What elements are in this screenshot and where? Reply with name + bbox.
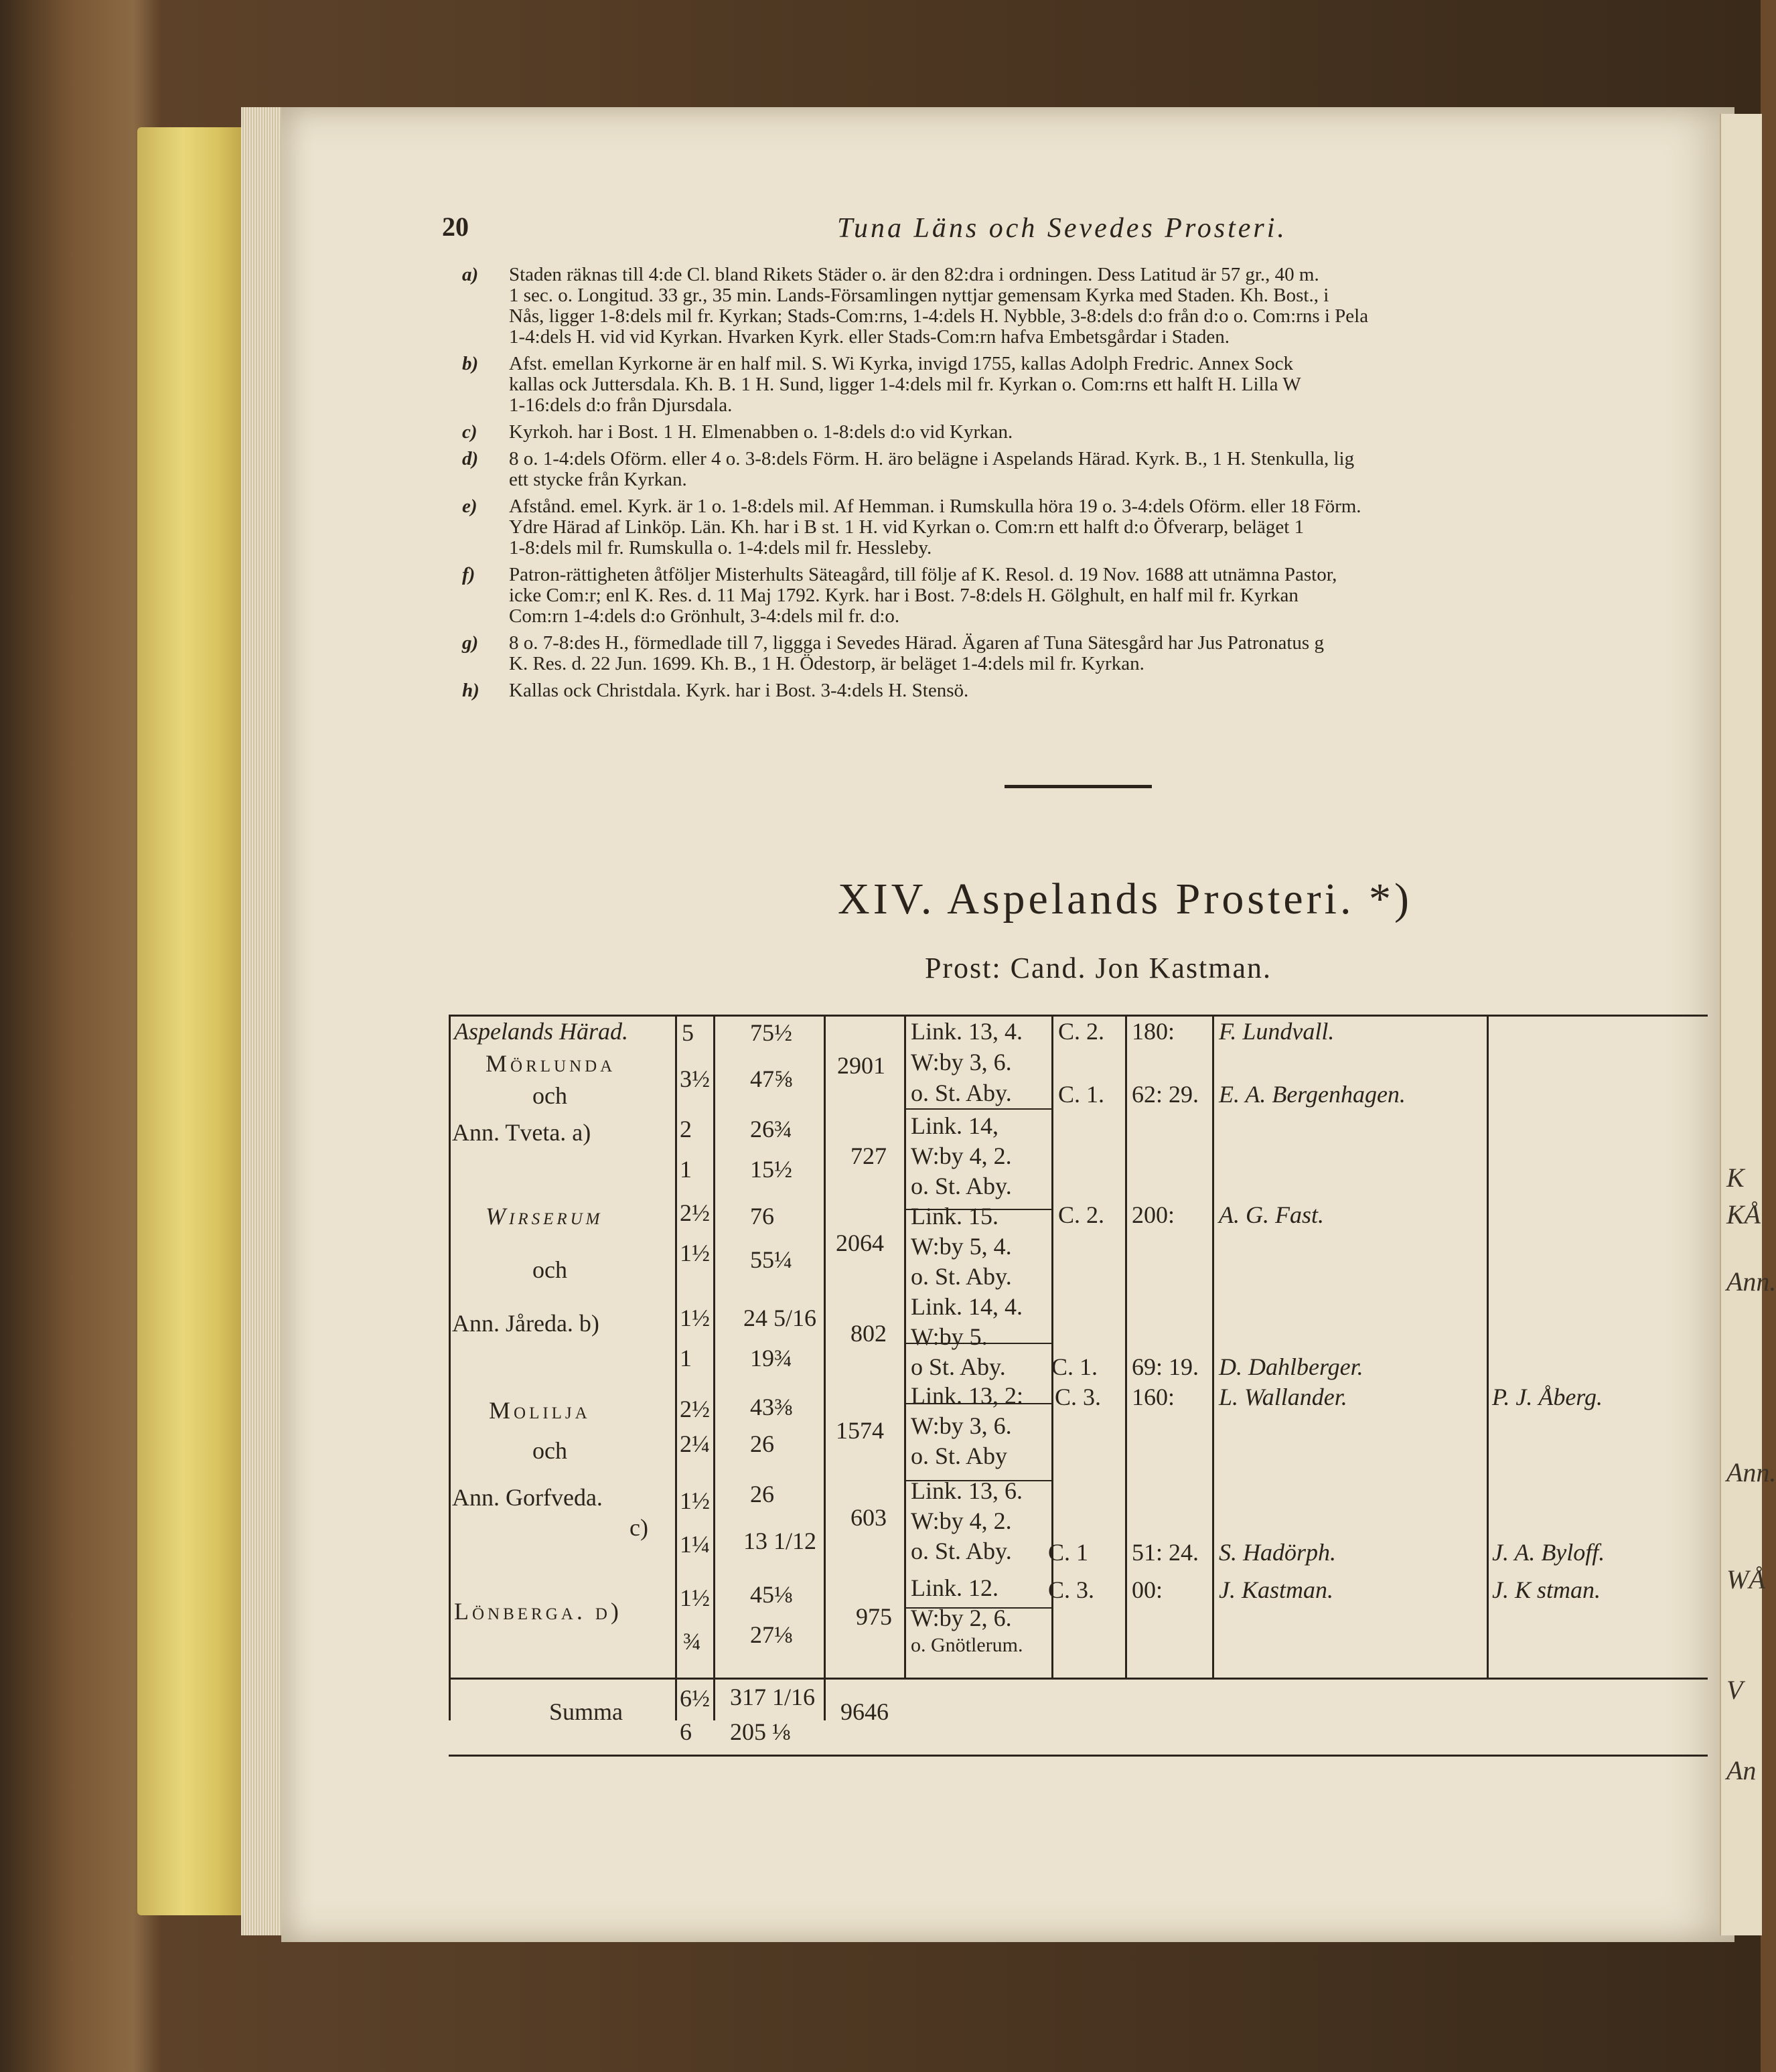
fragment-text: K: [1726, 1163, 1745, 1193]
cell-c1: 2½: [680, 1199, 710, 1226]
pastor: D. Dahlberger.: [1219, 1353, 1363, 1380]
annex-name: Ann. Jåreda. b): [452, 1310, 599, 1337]
footnote-d: d) 8 o. 1-4:dels Oförm. eller 4 o. 3-8:dels Förm. H. äro belägne i Aspelands Härad. Kyrk. B., 1 H. Stenkulla, lig ett stycke från Kyrkan.: [462, 448, 1355, 490]
footnote-f: f) Patron-rättigheten åtföljer Misterhults Säteagård, till följe af K. Resol. d. 19 Nov. 1688 att utnämna Pastor, icke Com:r; enl K. Res. d. 11 Maj 1792. Kyrk. har i Bost. 7-8:dels H. Gölghult, en half mil fr. Kyrkan Com:rn 1-4:dels d:o Grönhult, 3-4:dels mil fr. d:o.: [462, 564, 1337, 627]
class: C. 3.: [1048, 1576, 1095, 1603]
cell-c2: 19¾: [750, 1345, 792, 1372]
cell-c1: 1½: [680, 1305, 710, 1331]
cell-c2: 13 1/12: [743, 1528, 817, 1554]
district-label: Aspelands Härad.: [454, 1018, 628, 1045]
running-head-title: Tuna Läns och Sevedes Prosteri.: [837, 213, 1287, 244]
cell-c2: 47⅝: [750, 1065, 792, 1092]
table-rule: [1125, 1016, 1127, 1679]
cell-c2: 26: [750, 1430, 774, 1457]
parish-conj: och: [532, 1082, 567, 1109]
cell-c1: 1: [680, 1345, 692, 1372]
table-rule: [449, 1678, 1708, 1680]
parish-conj: och: [532, 1437, 567, 1464]
cell-c2: 45⅛: [750, 1581, 792, 1608]
population: 2901: [837, 1052, 885, 1079]
section-title: XIV. Aspelands Prosteri. *): [838, 875, 1412, 923]
distance: Link. 15.: [911, 1203, 998, 1230]
distance: W:by 2, 6.: [911, 1605, 1012, 1631]
footnote-a: a) Staden räknas till 4:de Cl. bland Rikets Städer o. är den 82:dra i ordningen. Dess Latitud är 57 gr., 40 m. 1 sec. o. Longitud. 33 gr., 35 min. Lands-Församlingen nyttjar gemensam Kyrka med Staden. Kh. Bost., i Nås, ligger 1-8:dels mil fr. Kyrkan; Stads-Com:rns, 1-4:dels H. Nybble, 3-8:dels d:o från d:o o. Com:rns i Pela 1-4:dels H. vid vid Kyrkan. Hvarken Kyrk. eller Stads-Com:rn hafva Embetsgårdar i Staden.: [462, 264, 1369, 348]
parish-table: [449, 1015, 1708, 1751]
pastor: A. G. Fast.: [1219, 1201, 1324, 1228]
provost-line: Prost: Cand. Jon Kastman.: [924, 952, 1272, 984]
pastor: S. Hadörph.: [1219, 1539, 1337, 1566]
cell-c2: 26: [750, 1481, 774, 1507]
comminister: J. K stman.: [1492, 1576, 1601, 1603]
fragment-text: V: [1726, 1675, 1743, 1705]
class: C. 2.: [1058, 1201, 1105, 1228]
population: 1574: [836, 1417, 884, 1444]
table-rule: [906, 1108, 1053, 1110]
salary: 160:: [1132, 1384, 1175, 1410]
cell-c2: 26¾: [750, 1116, 792, 1142]
cell-c1: 2½: [680, 1396, 710, 1422]
summa-c1: 6½: [680, 1685, 710, 1712]
table-rule: [449, 1755, 1708, 1757]
population: 802: [850, 1320, 887, 1347]
distance: Link. 14, 4.: [911, 1293, 1023, 1320]
distance: o. Gnötlerum.: [911, 1634, 1023, 1656]
cell-c1: 2¼: [680, 1430, 710, 1457]
salary: 62: 29.: [1132, 1081, 1199, 1108]
parish-name: Lönberga. d): [454, 1598, 622, 1625]
summa-population: 9646: [840, 1698, 889, 1725]
salary: 180:: [1132, 1018, 1175, 1045]
footnote-b: b) Afst. emellan Kyrkorne är en half mil. S. Wi Kyrka, invigd 1755, kallas Adolph Fredric. Annex Sock kallas ock Juttersdala. Kh. B. 1 H. Sund, ligger 1-4:dels mil fr. Kyrkan o. Com:rns ett halft H. Lilla W 1-16:dels d:o från Djursdala.: [462, 353, 1301, 416]
distance: o. St. Aby.: [911, 1173, 1012, 1199]
distance: Link. 12.: [911, 1574, 998, 1601]
salary: 69: 19.: [1132, 1353, 1199, 1380]
footnote-g: g) 8 o. 7-8:des H., förmedlade till 7, liggga i Sevedes Härad. Ägaren af Tuna Sätesgård har Jus Patronatus g K. Res. d. 22 Jun. 1699. Kh. B., 1 H. Ödestorp, är beläget 1-4:dels mil fr. Kyrkan.: [462, 632, 1324, 674]
footnote-c: c) Kyrkoh. har i Bost. 1 H. Elmenabben o. 1-8:dels d:o vid Kyrkan.: [462, 421, 1013, 443]
table-rule: [824, 1016, 826, 1720]
summa-label: Summa: [549, 1698, 623, 1725]
salary: 200:: [1132, 1201, 1175, 1228]
parish-name: Molilja: [489, 1397, 591, 1424]
distance: W:by 3, 6.: [911, 1412, 1012, 1439]
page-block-edge: [137, 127, 251, 1915]
summa-c1: 6: [680, 1718, 692, 1745]
fragment-text: KÅ: [1726, 1199, 1761, 1230]
salary: 00:: [1132, 1576, 1163, 1603]
class: C. 1.: [1051, 1353, 1098, 1380]
comminister: P. J. Åberg.: [1492, 1384, 1603, 1410]
table-rule: [675, 1016, 677, 1720]
fragment-text: An: [1726, 1755, 1757, 1785]
table-rule: [904, 1016, 906, 1679]
section-divider: [1005, 785, 1152, 788]
cell-c2: 27⅛: [750, 1621, 792, 1648]
distance: Link. 13, 2:: [911, 1382, 1023, 1409]
pastor: J. Kastman.: [1219, 1576, 1333, 1603]
population: 603: [850, 1504, 887, 1531]
cell-c2: 76: [750, 1203, 774, 1230]
salary: 51: 24.: [1132, 1539, 1199, 1566]
cell-c2: 15½: [750, 1156, 792, 1183]
pastor: F. Lundvall.: [1219, 1018, 1335, 1045]
cell-c1: 1: [680, 1156, 692, 1183]
page-number: 20: [442, 212, 469, 242]
table-rule: [449, 1015, 1708, 1017]
cell-c1: 3½: [680, 1065, 710, 1092]
comminister: J. A. Byloff.: [1492, 1539, 1605, 1566]
cell-c1: 1½: [680, 1487, 710, 1514]
cell-c1: 1¼: [680, 1531, 710, 1558]
cell-c1: 5: [682, 1019, 694, 1046]
parish-name: Wirserum: [486, 1203, 603, 1230]
population: 2064: [836, 1230, 884, 1256]
footnote-h: h) Kallas ock Christdala. Kyrk. har i Bost. 3-4:dels H. Stensö.: [462, 680, 969, 701]
table-rule: [1212, 1016, 1214, 1679]
cell-c1: 2: [680, 1116, 692, 1142]
population: 727: [850, 1142, 887, 1169]
class: C. 1: [1048, 1539, 1089, 1566]
distance: o. St. Aby: [911, 1442, 1008, 1469]
distance: W:by 4, 2.: [911, 1142, 1012, 1169]
cell-c1: 1½: [680, 1240, 710, 1266]
fragment-text: Ann.: [1726, 1457, 1776, 1487]
class: C. 1.: [1058, 1081, 1105, 1108]
pastor: E. A. Bergenhagen.: [1219, 1081, 1406, 1108]
annex-key: c): [630, 1514, 648, 1541]
footnotes: [450, 265, 1716, 707]
summa-c2: 205 ⅛: [730, 1718, 790, 1745]
class: C. 2.: [1058, 1018, 1105, 1045]
population: 975: [856, 1603, 892, 1630]
distance: o St. Aby.: [911, 1353, 1006, 1380]
distance: Link. 13, 4.: [911, 1018, 1023, 1045]
table-rule: [1487, 1016, 1489, 1679]
next-page-fragment: [1720, 114, 1776, 1935]
cell-c1: ¾: [683, 1628, 701, 1655]
distance: Link. 14,: [911, 1112, 998, 1139]
table-rule: [449, 1016, 451, 1720]
distance: W:by 4, 2.: [911, 1507, 1012, 1534]
distance: W:by 5.: [911, 1323, 988, 1350]
fragment-text: WÅ: [1726, 1564, 1765, 1595]
distance: o. St. Aby.: [911, 1080, 1012, 1106]
parish-conj: och: [532, 1256, 567, 1283]
cell-c2: 55¼: [750, 1246, 792, 1273]
annex-name: Ann. Gorfveda.: [452, 1484, 603, 1511]
distance: W:by 5, 4.: [911, 1233, 1012, 1260]
cell-c2: 24 5/16: [743, 1305, 817, 1331]
distance: o. St. Aby.: [911, 1538, 1012, 1564]
footnote-e: e) Afstånd. emel. Kyrk. är 1 o. 1-8:dels mil. Af Hemman. i Rumskulla höra 19 o. 3-4:dels Oförm. eller 18 Förm. Ydre Härad af Linköp. Län. Kh. har i B st. 1 H. vid Kyrkan o. Com:rn ett halft d:o Öfverarp, beläget 1 1-8:dels mil fr. Rumskulla o. 1-4:dels mil fr. Hessleby.: [462, 496, 1361, 559]
cell-c2: 75½: [750, 1019, 792, 1046]
cell-c2: 43⅜: [750, 1394, 792, 1420]
table-rule: [713, 1016, 715, 1720]
fragment-text: Ann.: [1726, 1266, 1776, 1297]
summa-c2: 317 1/16: [730, 1684, 816, 1710]
distance: Link. 13, 6.: [911, 1477, 1023, 1504]
annex-name: Ann. Tveta. a): [452, 1119, 591, 1146]
pastor: L. Wallander.: [1219, 1384, 1347, 1410]
distance: W:by 3, 6.: [911, 1049, 1012, 1076]
distance: o. St. Aby.: [911, 1263, 1012, 1290]
parish-name: Mörlunda: [486, 1050, 616, 1077]
cell-c1: 1½: [680, 1584, 710, 1611]
running-header: [442, 211, 1714, 251]
class: C. 3.: [1055, 1384, 1102, 1410]
